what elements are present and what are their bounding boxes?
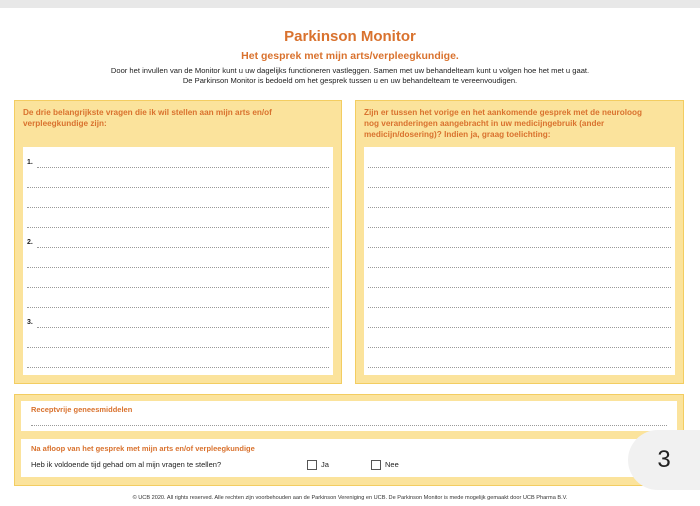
otc-box[interactable] (21, 401, 677, 431)
no-label: Nee (385, 460, 399, 469)
after-conversation-label: Na afloop van het gesprek met mijn arts en/of verpleegkundige (31, 444, 255, 453)
answer-line[interactable] (37, 327, 329, 328)
answer-line[interactable] (27, 187, 329, 188)
enough-time-question: Heb ik voldoende tijd gehad om al mijn vragen te stellen? (31, 460, 222, 469)
intro-line-1: Door het invullen van de Monitor kunt u uw dagelijks functioneren vastleggen. Samen met uw behandelteam kunt u volgen hoe het met u gaat. (110, 66, 590, 75)
answer-line[interactable] (368, 227, 671, 228)
answer-line[interactable] (27, 287, 329, 288)
questions-panel-title: De drie belangrijkste vragen die ik wil stellen aan mijn arts en/of verpleegkundige zijn: (23, 108, 272, 128)
answer-line[interactable] (368, 167, 671, 168)
bottom-panel (14, 394, 684, 486)
answer-line[interactable] (27, 267, 329, 268)
medication-writing-area[interactable] (364, 147, 675, 375)
answer-line[interactable] (27, 367, 329, 368)
top-strip (0, 0, 700, 8)
page-title: Parkinson Monitor (284, 28, 416, 45)
question-number-2: 2. (27, 239, 33, 246)
question-number-3: 3. (27, 319, 33, 326)
answer-line[interactable] (31, 425, 667, 426)
otc-label: Receptvrije geneesmiddelen (31, 405, 133, 414)
answer-line[interactable] (27, 347, 329, 348)
answer-line[interactable] (27, 227, 329, 228)
answer-line[interactable] (368, 267, 671, 268)
answer-line[interactable] (368, 287, 671, 288)
questions-panel (14, 100, 342, 384)
page-subtitle: Het gesprek met mijn arts/verpleegkundige. (241, 50, 459, 62)
page-number-badge: 3 (628, 430, 700, 490)
question-number-1: 1. (27, 159, 33, 166)
yes-checkbox[interactable] (307, 460, 317, 470)
answer-line[interactable] (368, 207, 671, 208)
medication-changes-panel (355, 100, 684, 384)
monitor-page (12, 8, 688, 502)
answer-line[interactable] (368, 247, 671, 248)
questions-writing-area[interactable] (23, 147, 333, 375)
answer-line[interactable] (368, 347, 671, 348)
answer-line[interactable] (37, 247, 329, 248)
yes-label: Ja (321, 460, 329, 469)
answer-line[interactable] (368, 367, 671, 368)
intro-text (32, 66, 668, 86)
answer-line[interactable] (37, 167, 329, 168)
answer-line[interactable] (27, 207, 329, 208)
answer-line[interactable] (368, 187, 671, 188)
no-checkbox[interactable] (371, 460, 381, 470)
after-conversation-box (21, 439, 677, 477)
answer-line[interactable] (368, 307, 671, 308)
copyright-footer: © UCB 2020. All rights reserved. Alle rechten zijn voorbehouden aan de Parkinson Vereniging en UCB. De Parkinson Monitor is mede mogelijk gemaakt door UCB Pharma B.V. (132, 495, 568, 501)
answer-line[interactable] (368, 327, 671, 328)
answer-line[interactable] (27, 307, 329, 308)
medication-changes-title: Zijn er tussen het vorige en het aankomende gesprek met de neuroloog nog veranderingen aangebracht in uw medicijngebruik (ander medicijn/dosering)? Indien ja, graag toelichting: (364, 108, 642, 139)
intro-line-2: De Parkinson Monitor is bedoeld om het gesprek tussen u en uw behandelteam te vereenvoudigen. (182, 76, 518, 85)
